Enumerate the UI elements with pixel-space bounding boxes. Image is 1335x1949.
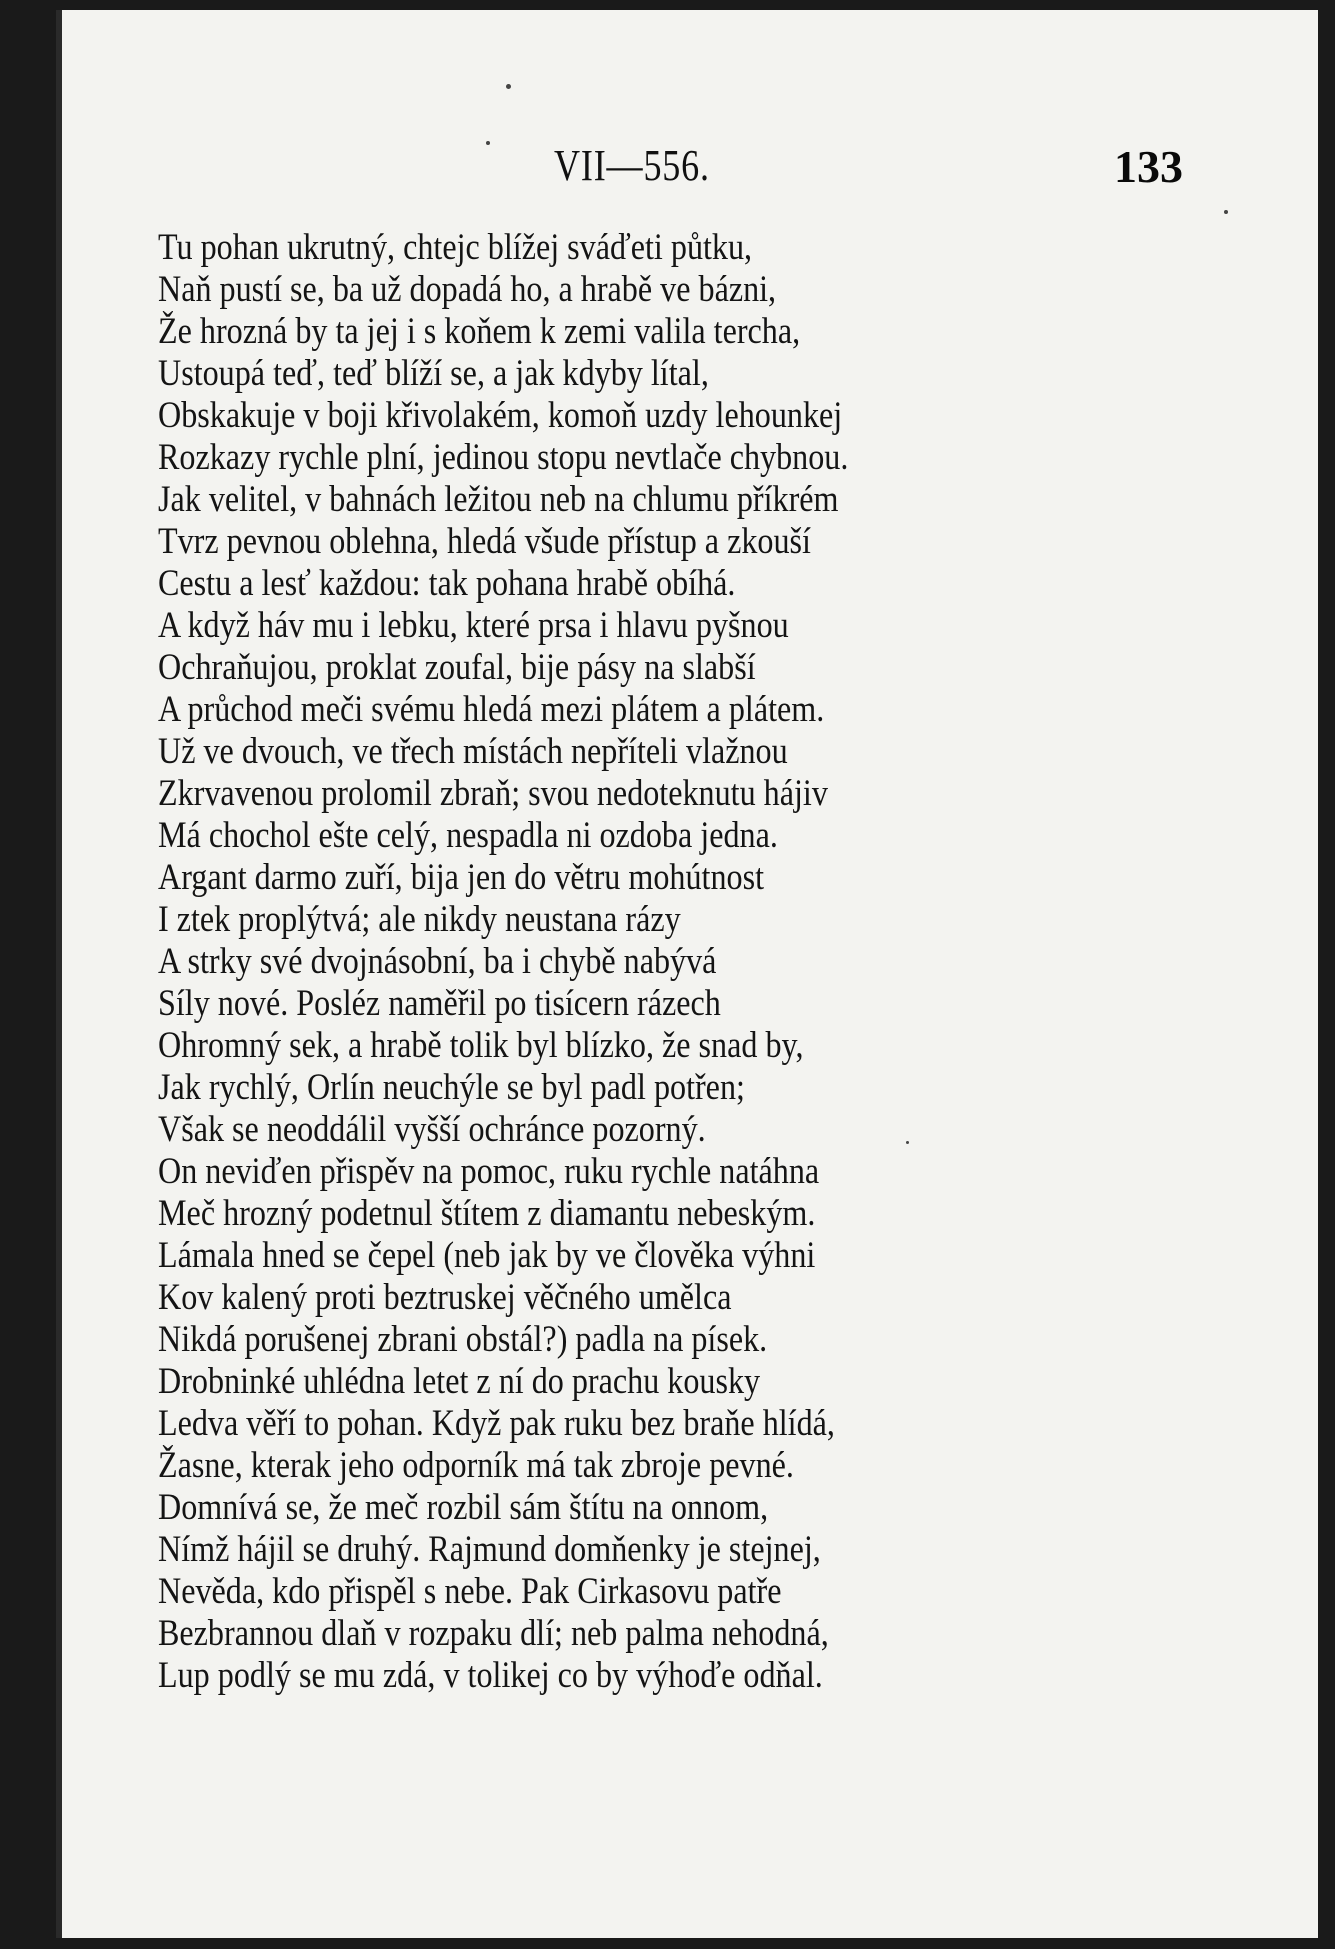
poem-line: Kov kalený proti beztruskej věčného umělca	[158, 1276, 732, 1317]
poem-line: Argant darmo zuří, bija jen do větru mohútnost	[158, 856, 765, 897]
poem-line: Meč hrozný podetnul štítem z diamantu nebeským.	[158, 1192, 816, 1233]
book-page	[56, 10, 1318, 1938]
poem-line: Bezbrannou dlaň v rozpaku dlí; neb palma nehodná,	[158, 1612, 829, 1653]
poem-line: Nímž hájil se druhý. Rajmund domňenky je stejnej,	[158, 1528, 821, 1569]
poem-line: Tvrz pevnou oblehna, hledá všude přístup a zkouší	[158, 520, 811, 561]
poem-line: Ledva věří to pohan. Když pak ruku bez braňe hlídá,	[158, 1402, 835, 1443]
poem-line: Obskakuje v boji křivolakém, komoň uzdy lehounkej	[158, 394, 843, 435]
poem-line: Domnívá se, že meč rozbil sám štítu na onnom,	[158, 1486, 769, 1527]
poem-line: A průchod meči svému hledá mezi plátem a plátem.	[158, 688, 825, 729]
poem-line: Lámala hned se čepel (neb jak by ve člověka výhni	[158, 1234, 816, 1275]
poem-line: Rozkazy rychle plní, jedinou stopu nevtlače chybnou.	[158, 436, 849, 477]
poem-line: Ochraňujou, proklat zoufal, bije pásy na slabší	[158, 646, 756, 687]
poem-line: Cestu a lesť každou: tak pohana hrabě obíhá.	[158, 562, 736, 603]
poem-line: Tu pohan ukrutný, chtejc blížej sváďeti půtku,	[158, 226, 753, 267]
poem-line: Jak velitel, v bahnách ležitou neb na chlumu příkrém	[158, 478, 839, 519]
poem-line: Lup podlý se mu zdá, v tolikej co by výhoďe odňal.	[158, 1654, 823, 1695]
poem-line: Už ve dvouch, ve třech místách nepříteli vlažnou	[158, 730, 788, 771]
page-number: 133	[1114, 141, 1183, 192]
page-header	[56, 140, 1318, 190]
poem-line: I ztek proplýtvá; ale nikdy neustana rázy	[158, 898, 681, 939]
poem-line: Však se neoddálil vyšší ochránce pozorný.	[158, 1108, 706, 1149]
page-left-edge	[56, 10, 62, 1938]
poem-line: Drobninké uhlédna letet z ní do prachu kousky	[158, 1360, 761, 1401]
poem-line: A když háv mu i lebku, které prsa i hlavu pyšnou	[158, 604, 789, 645]
poem-line: Naň pustí se, ba už dopadá ho, a hrabě ve bázni,	[158, 268, 777, 309]
signature-mark: VII—556.	[554, 141, 710, 190]
poem-line: Zkrvavenou prolomil zbraň; svou nedoteknutu hájiv	[158, 772, 828, 813]
poem-line: Že hrozná by ta jej i s koňem k zemi valila tercha,	[158, 310, 801, 351]
poem-line: Nevěda, kdo přispěl s nebe. Pak Cirkasovu patře	[158, 1570, 782, 1611]
poem-line: On neviďen přispěv na pomoc, ruku rychle natáhna	[158, 1150, 820, 1191]
poem-line: Ustoupá teď, teď blíží se, a jak kdyby lítal,	[158, 352, 709, 393]
poem-line: A strky své dvojnásobní, ba i chybě nabývá	[158, 940, 717, 981]
poem-line: Síly nové. Posléz naměřil po tisícern rázech	[158, 982, 721, 1023]
poem-line: Žasne, kterak jeho odporník má tak zbroje pevné.	[158, 1444, 794, 1485]
poem-line: Nikdá porušenej zbrani obstál?) padla na písek.	[158, 1318, 768, 1359]
poem-line: Má chochol ešte celý, nespadla ni ozdoba jedna.	[158, 814, 778, 855]
poem-text	[158, 226, 1258, 1696]
poem-line: Jak rychlý, Orlín neuchýle se byl padl potřen;	[158, 1066, 745, 1107]
poem-line: Ohromný sek, a hrabě tolik byl blízko, že snad by,	[158, 1024, 804, 1065]
